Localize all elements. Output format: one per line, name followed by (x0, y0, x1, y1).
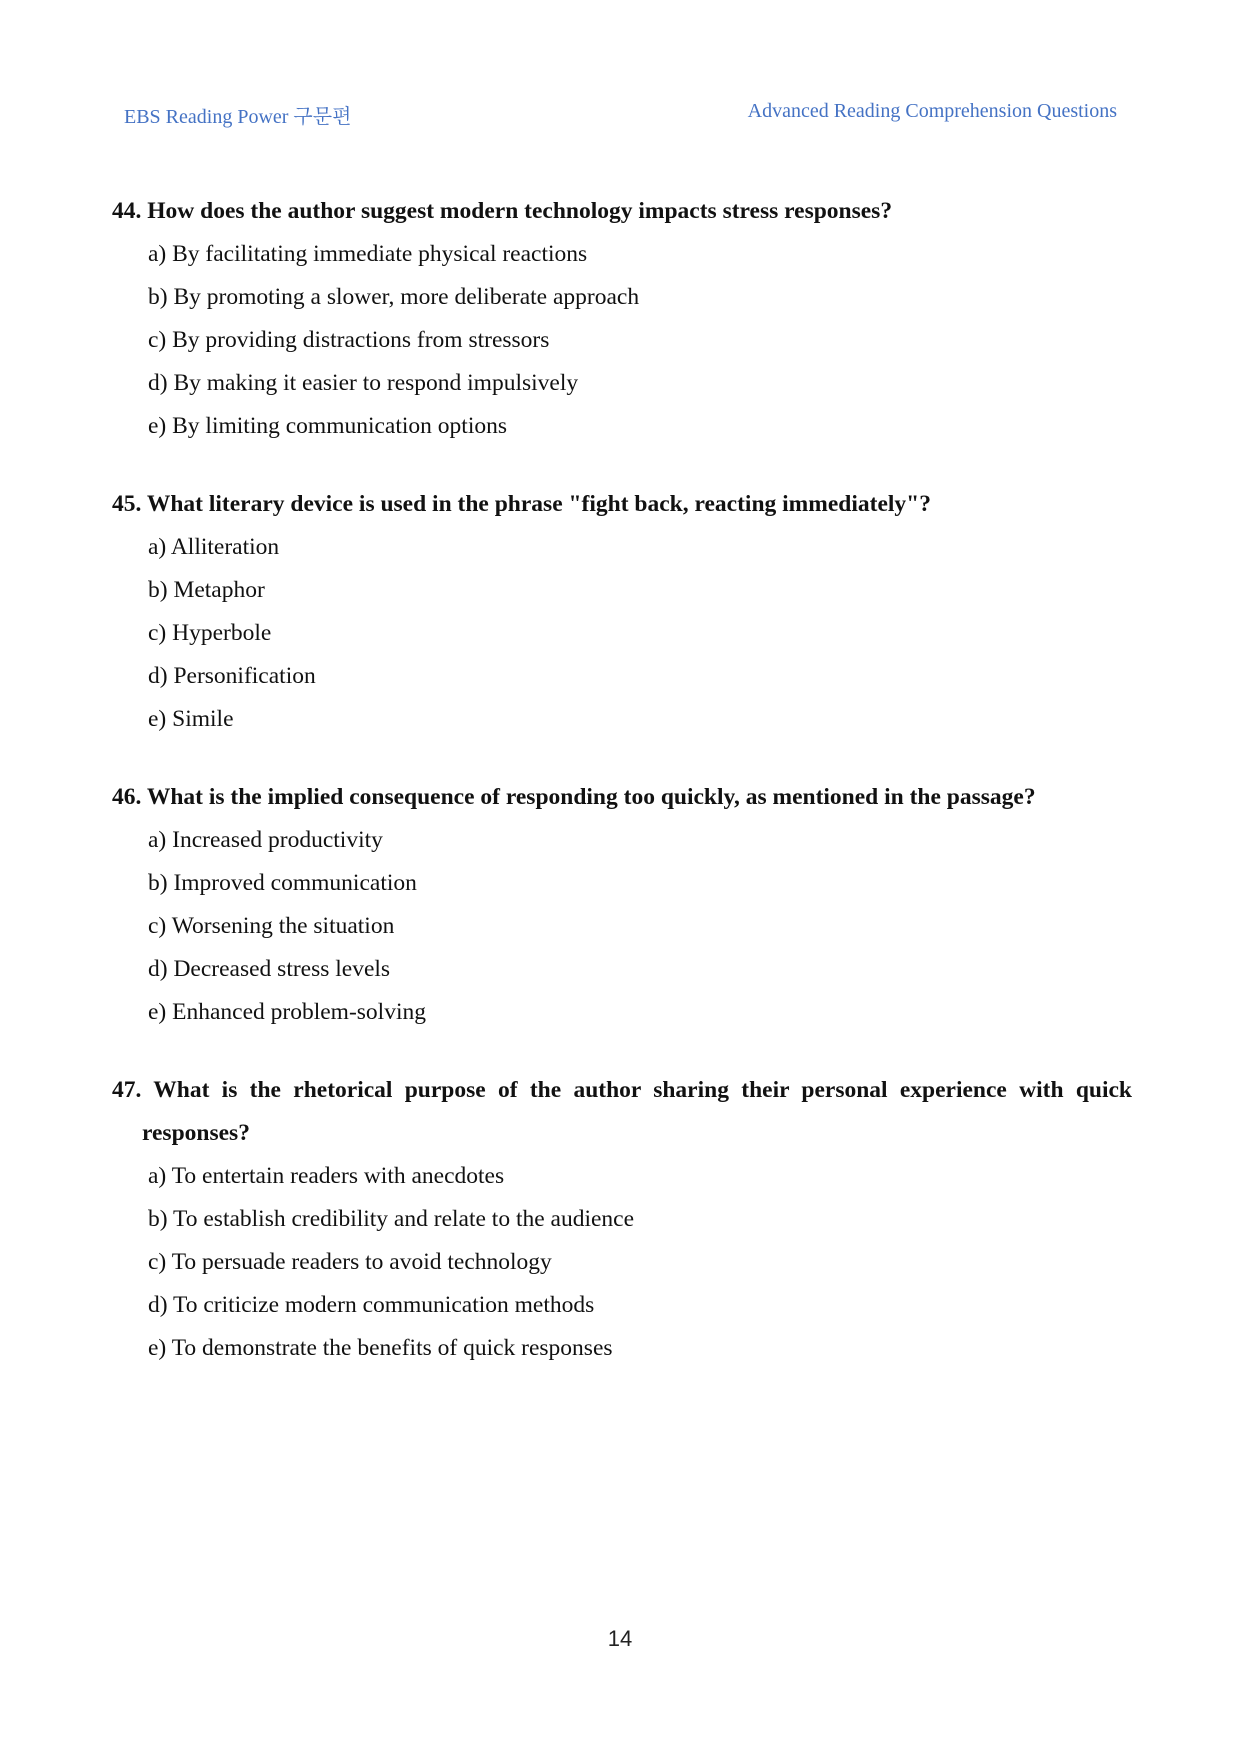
option-a: a) Increased productivity (148, 827, 383, 853)
option-a: a) Alliteration (148, 534, 280, 560)
option-list (112, 526, 1132, 741)
question-47 (112, 1069, 1132, 1370)
option-list (112, 819, 1132, 1034)
option-c: c) Hyperbole (148, 620, 272, 646)
question-number: 45. (112, 491, 142, 517)
question-number: 46. (112, 784, 142, 810)
question-number: 44. (112, 198, 142, 224)
question-stem (112, 776, 1132, 819)
header-book-title: EBS Reading Power 구문편 (124, 106, 352, 128)
option-c: c) To persuade readers to avoid technology (148, 1249, 552, 1275)
page-number: 14 (607, 1626, 633, 1651)
question-stem (112, 190, 1132, 233)
question-text: What is the implied consequence of responding too quickly, as mentioned in the passage? (146, 784, 1036, 810)
question-number: 47. (112, 1077, 142, 1103)
option-a: a) To entertain readers with anecdotes (148, 1163, 505, 1189)
option-e: e) Simile (148, 706, 234, 732)
question-list (112, 190, 1132, 1405)
question-44 (112, 190, 1132, 448)
header-section-title: Advanced Reading Comprehension Questions (747, 100, 1117, 122)
option-e: e) To demonstrate the benefits of quick responses (148, 1335, 613, 1361)
question-text: What literary device is used in the phrase "fight back, reacting immediately"? (146, 491, 931, 517)
option-a: a) By facilitating immediate physical reactions (148, 241, 588, 267)
question-text: How does the author suggest modern technology impacts stress responses? (147, 198, 893, 224)
question-text: What is the rhetorical purpose of the author sharing their personal experience with quick responses? (142, 1077, 1132, 1146)
option-d: d) By making it easier to respond impulsively (148, 370, 579, 396)
question-stem (112, 483, 1132, 526)
option-d: d) To criticize modern communication methods (148, 1292, 595, 1318)
option-d: d) Personification (148, 663, 316, 689)
option-b: b) To establish credibility and relate to the audience (148, 1206, 635, 1232)
question-stem (112, 1069, 1132, 1155)
option-d: d) Decreased stress levels (148, 956, 391, 982)
option-b: b) Metaphor (148, 577, 265, 603)
option-e: e) By limiting communication options (148, 413, 507, 439)
question-45 (112, 483, 1132, 741)
question-46 (112, 776, 1132, 1034)
option-list (112, 233, 1132, 448)
option-b: b) Improved communication (148, 870, 417, 896)
option-list (112, 1155, 1132, 1370)
option-e: e) Enhanced problem-solving (148, 999, 426, 1025)
option-b: b) By promoting a slower, more deliberate approach (148, 284, 640, 310)
option-c: c) Worsening the situation (148, 913, 395, 939)
option-c: c) By providing distractions from stressors (148, 327, 550, 353)
